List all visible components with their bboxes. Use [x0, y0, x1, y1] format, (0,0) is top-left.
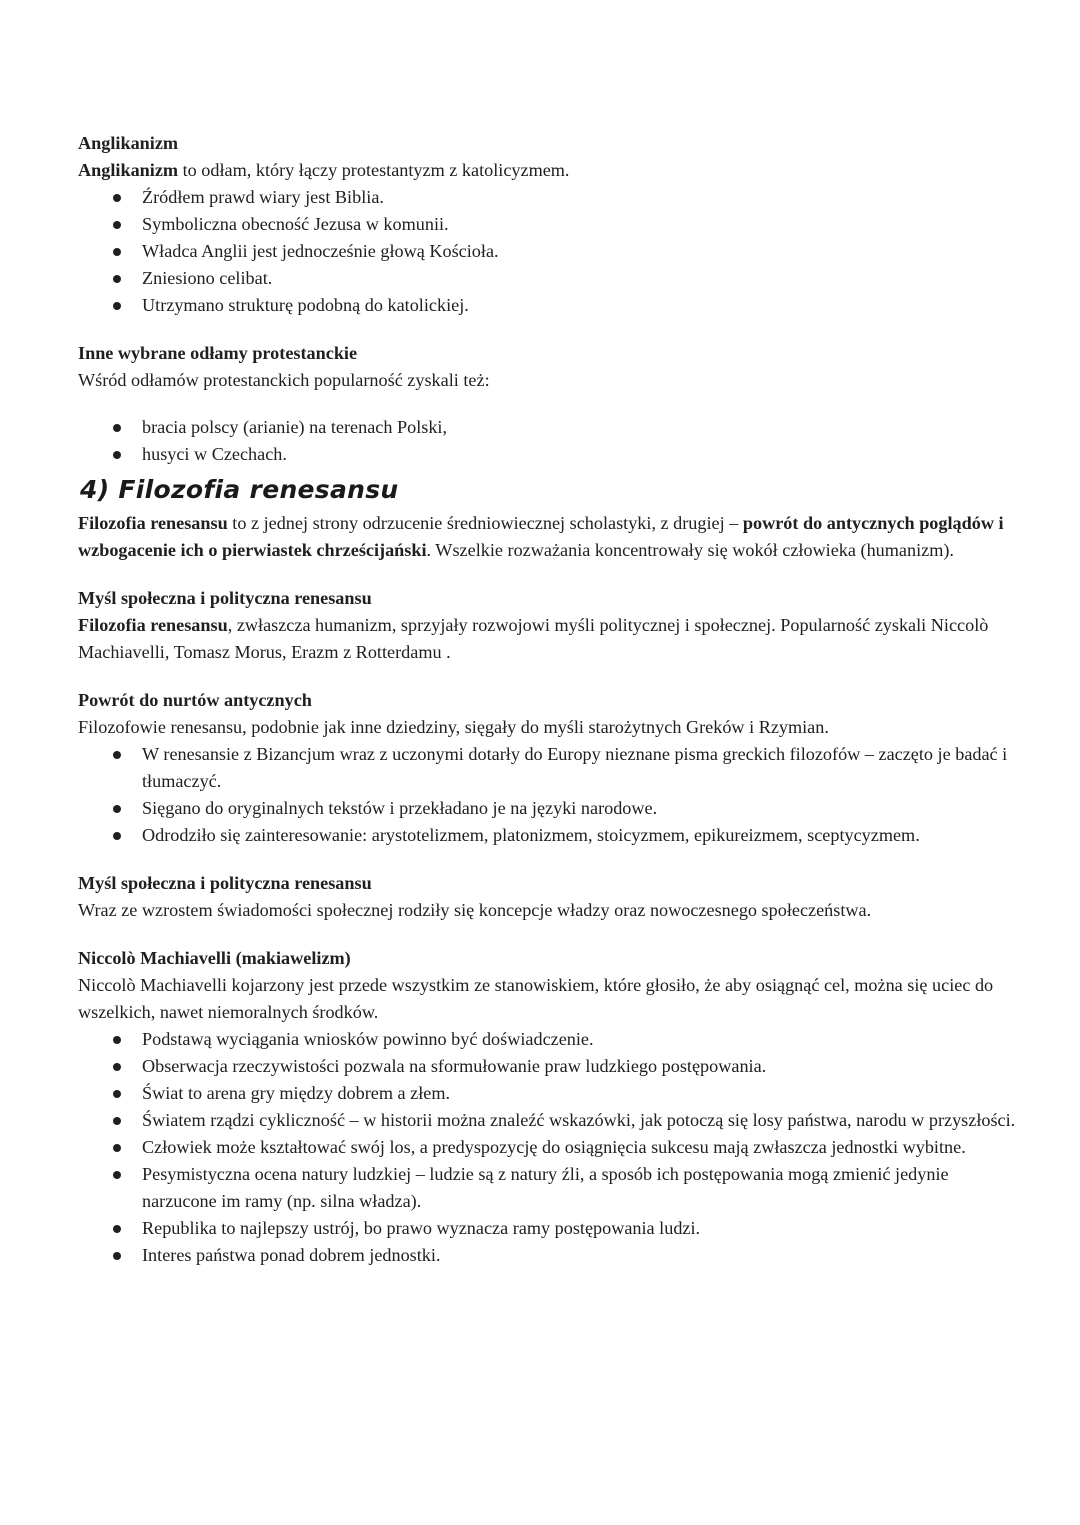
spacer — [78, 924, 1018, 945]
bullet-list-anglikanizm — [78, 184, 1018, 319]
list-item: Podstawą wyciągania wniosków powinno być doświadczenie. — [142, 1026, 1018, 1053]
paragraph-inne-intro: Wśród odłamów protestanckich popularność zyskali też: — [78, 370, 490, 390]
paragraph-anglikanizm-intro — [78, 157, 1018, 184]
section-inne-odlamy — [78, 340, 1018, 468]
list-item: W renesansie z Bizancjum wraz z uczonymi dotarły do Europy nieznane pisma greckich filozofów – zaczęto je badać i tłumaczyć. — [142, 741, 1018, 795]
bold-term: Filozofia renesansu — [78, 513, 228, 533]
list-item: Symboliczna obecność Jezusa w komunii. — [142, 211, 1018, 238]
section-title-filozofia: 4) Filozofia renesansu — [80, 475, 399, 504]
spacer — [78, 394, 1018, 414]
bullet-list-machiavelli — [78, 1026, 1018, 1269]
document-page — [78, 130, 1018, 1269]
list-item: Światem rządzi cykliczność – w historii można znaleźć wskazówki, jak potoczą się losy państwa, narodu w przyszłości. — [142, 1107, 1018, 1134]
spacer — [78, 319, 1018, 340]
bold-term: Filozofia renesansu — [78, 615, 228, 635]
text-run: to z jednej strony odrzucenie średniowiecznej scholastyki, z drugiej – — [227, 513, 743, 533]
text-run: to odłam, który łączy protestantyzm z katolicyzmem. — [178, 160, 570, 180]
spacer — [78, 666, 1018, 687]
list-item: Źródłem prawd wiary jest Biblia. — [142, 184, 1018, 211]
paragraph-mysl2-intro: Wraz ze wzrostem świadomości społecznej rodziły się koncepcje władzy oraz nowoczesnego społeczeństwa. — [78, 900, 872, 920]
list-item: Świat to arena gry między dobrem a złem. — [142, 1080, 1018, 1107]
section-machiavelli — [78, 945, 1018, 1269]
paragraph-machiavelli-intro: Niccolò Machiavelli kojarzony jest przede wszystkim ze stanowiskiem, które głosiło, że aby osiągnąć cel, można się uciec do wszelkich, nawet niemoralnych środków. — [78, 975, 994, 1022]
list-item: Odrodziło się zainteresowanie: arystotelizmem, platonizmem, stoicyzmem, epikureizmem, sceptycyzmem. — [142, 822, 1018, 849]
list-item: Sięgano do oryginalnych tekstów i przekładano je na języki narodowe. — [142, 795, 1018, 822]
heading-inne-odlamy: Inne wybrane odłamy protestanckie — [78, 343, 358, 363]
list-item: Utrzymano strukturę podobną do katolickiej. — [142, 292, 1018, 319]
list-item: Człowiek może kształtować swój los, a predyspozycję do osiągnięcia sukcesu mają zwłaszcza jednostki wybitne. — [142, 1134, 1018, 1161]
section-mysl-spoleczna-1 — [78, 585, 1018, 666]
heading-powrot: Powrót do nurtów antycznych — [78, 690, 312, 710]
section-filozofia — [78, 472, 1018, 564]
list-item: husyci w Czechach. — [142, 441, 1018, 468]
list-item: bracia polscy (arianie) na terenach Polski, — [142, 414, 1018, 441]
bullet-list-powrot — [78, 741, 1018, 849]
list-item: Obserwacja rzeczywistości pozwala na sformułowanie praw ludzkiego postępowania. — [142, 1053, 1018, 1080]
list-item: Republika to najlepszy ustrój, bo prawo wyznacza ramy postępowania ludzi. — [142, 1215, 1018, 1242]
list-item: Pesymistyczna ocena natury ludzkiej – ludzie są z natury źli, a sposób ich postępowania mogą zmienić jedynie narzucone im ramy (np. silna władza). — [142, 1161, 1018, 1215]
heading-mysl-spoleczna: Myśl społeczna i polityczna renesansu — [78, 588, 372, 608]
list-item: Interes państwa ponad dobrem jednostki. — [142, 1242, 1018, 1269]
text-run: , zwłaszcza humanizm, sprzyjały rozwojowi myśli politycznej i społecznej. Popularność zyskali Niccolò Machiavelli, Tomasz Morus, Erazm z Rotterdamu . — [78, 615, 989, 662]
spacer — [78, 849, 1018, 870]
text-run: . Wszelkie rozważania koncentrowały się wokół człowieka (humanizm). — [426, 540, 954, 560]
heading-machiavelli: Niccolò Machiavelli (makiawelizm) — [78, 948, 351, 968]
section-anglikanizm — [78, 130, 1018, 319]
list-item: Zniesiono celibat. — [142, 265, 1018, 292]
heading-anglikanizm: Anglikanizm — [78, 133, 179, 153]
heading-mysl-spoleczna: Myśl społeczna i polityczna renesansu — [78, 873, 372, 893]
bullet-list-inne — [78, 414, 1018, 468]
paragraph-powrot-intro: Filozofowie renesansu, podobnie jak inne dziedziny, sięgały do myśli starożytnych Greków i Rzymian. — [78, 717, 829, 737]
bold-term: Anglikanizm — [78, 160, 179, 180]
spacer — [78, 564, 1018, 585]
section-powrot — [78, 687, 1018, 849]
bold-term: powrót do antycznych poglądów i wzbogacenie ich o pierwiastek chrześcijański — [78, 513, 1004, 560]
paragraph-filozofia-intro — [78, 510, 1018, 564]
paragraph-mysl-intro — [78, 612, 1018, 666]
list-item: Władca Anglii jest jednocześnie głową Kościoła. — [142, 238, 1018, 265]
section-mysl-spoleczna-2 — [78, 870, 1018, 924]
